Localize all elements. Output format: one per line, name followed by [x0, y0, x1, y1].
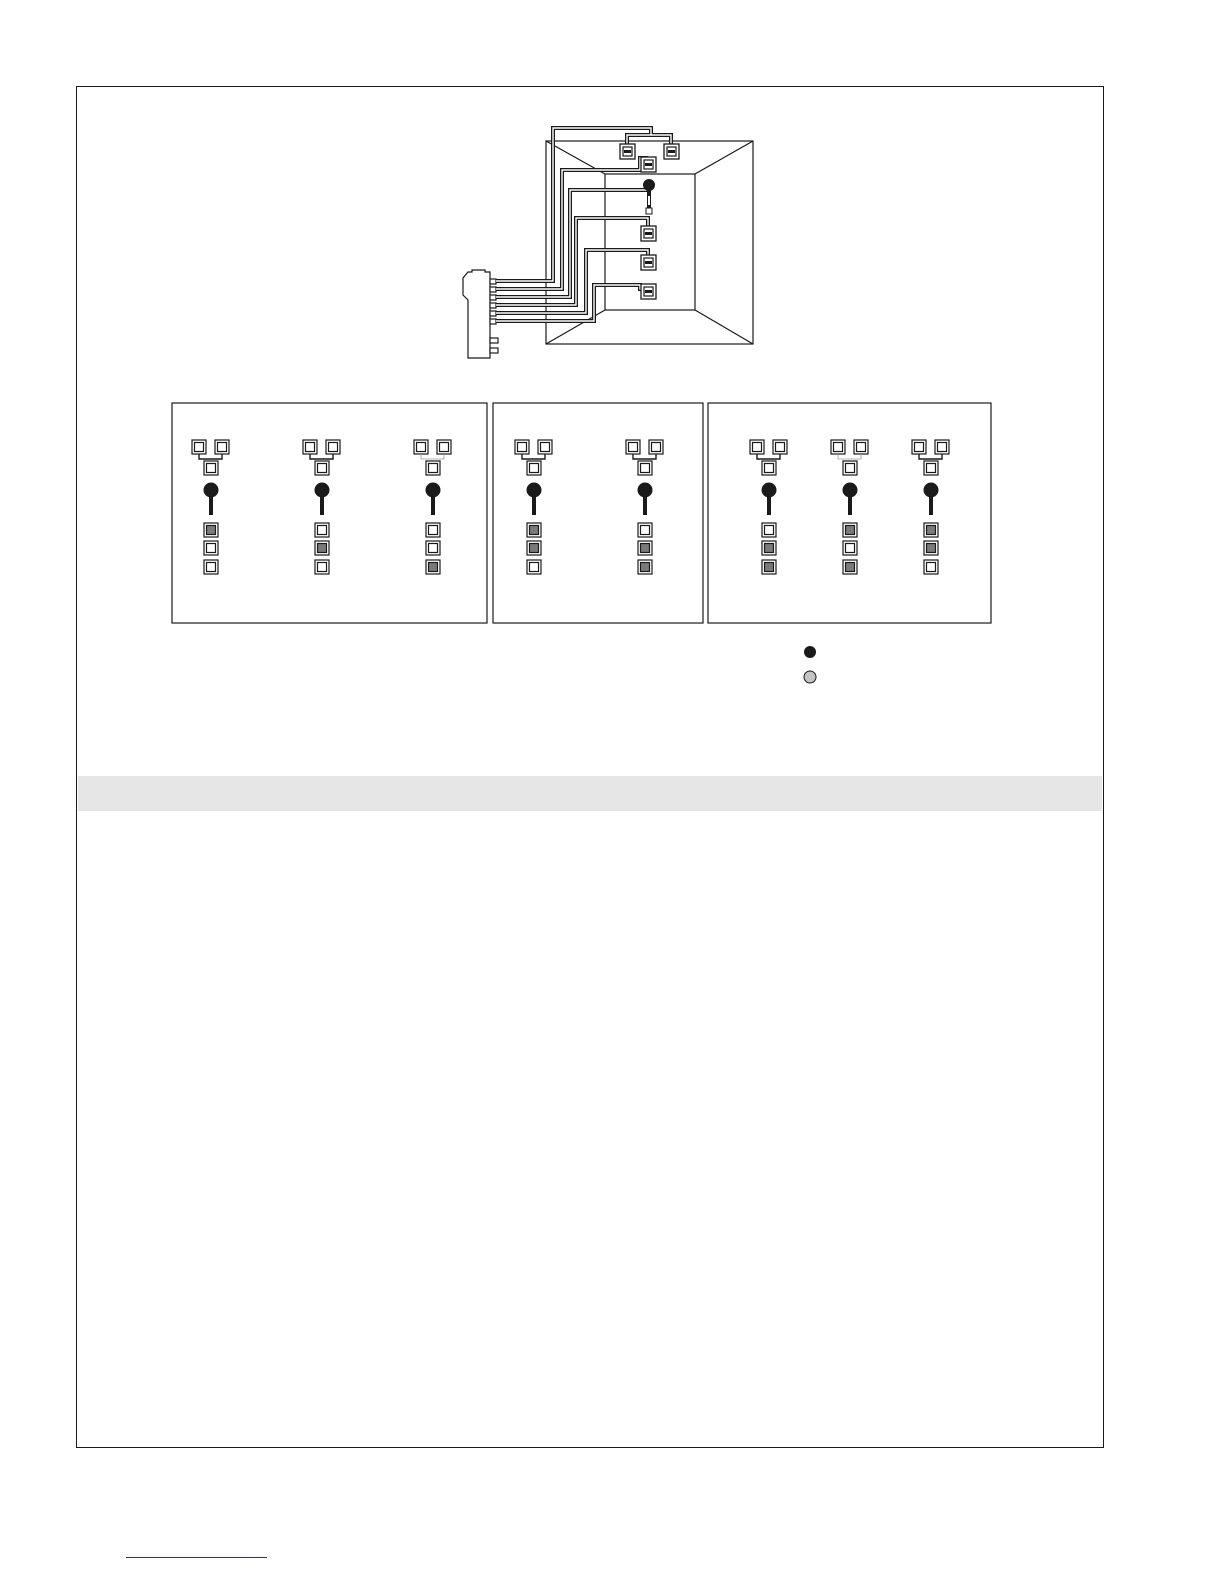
- square-jet-icon: [762, 560, 776, 574]
- square-jet-icon: [762, 523, 776, 537]
- combination-panel-2: [493, 403, 703, 623]
- rain-bar-connector: [310, 454, 333, 459]
- rain-bar-connector: [421, 454, 444, 459]
- rain-head-left: [620, 144, 635, 159]
- square-jet-icon: [437, 440, 451, 454]
- footer-rule: [126, 1557, 267, 1558]
- square-jet-icon: [649, 440, 663, 454]
- valve-body: [463, 270, 490, 358]
- square-jet-icon: [638, 560, 652, 574]
- enclosure-corner-line: [546, 310, 605, 344]
- square-jet-icon: [527, 541, 541, 555]
- combination-column: [626, 440, 663, 574]
- body-jet-top: [641, 226, 656, 241]
- handshower-icon: [315, 483, 330, 516]
- enclosure-corner-line: [695, 141, 753, 174]
- showerhead: [641, 157, 656, 172]
- square-jet-icon: [773, 440, 787, 454]
- square-jet-icon: [315, 461, 329, 475]
- handshower-icon: [204, 483, 219, 516]
- handshower-icon: [527, 483, 542, 516]
- handshower-icon: [426, 483, 441, 516]
- square-jet-icon: [626, 440, 640, 454]
- square-jet-icon: [638, 541, 652, 555]
- square-jet-icon: [326, 440, 340, 454]
- square-jet-icon: [414, 440, 428, 454]
- body-jet-bottom: [641, 284, 656, 299]
- square-jet-icon: [638, 461, 652, 475]
- handshower-icon: [924, 483, 939, 516]
- valve-outlet-port: [490, 319, 496, 324]
- combination-column: [414, 440, 451, 574]
- square-jet-icon: [426, 560, 440, 574]
- square-jet-icon: [935, 440, 949, 454]
- square-jet-icon: [538, 440, 552, 454]
- legend: [804, 646, 816, 683]
- rain-bar-connector: [633, 454, 656, 459]
- rain-head-right: [664, 144, 679, 159]
- combination-column: [750, 440, 787, 574]
- rain-bar-connector: [919, 454, 942, 459]
- combination-column: [515, 440, 552, 574]
- rain-bar-connector: [757, 454, 780, 459]
- square-jet-icon: [854, 440, 868, 454]
- rain-bar-connector: [199, 454, 222, 459]
- rain-bar-connector: [838, 454, 861, 459]
- square-jet-icon: [762, 541, 776, 555]
- square-jet-icon: [527, 560, 541, 574]
- combination-column: [192, 440, 229, 574]
- valve-outlet-port: [490, 311, 496, 316]
- combination-columns: [192, 440, 949, 574]
- enclosure-corner-line: [695, 310, 753, 344]
- square-jet-icon: [515, 440, 529, 454]
- valve-outlet-port: [490, 295, 496, 300]
- square-jet-icon: [426, 461, 440, 475]
- gray-circle-icon: [804, 671, 816, 683]
- square-jet-icon: [315, 541, 329, 555]
- square-jet-icon: [204, 523, 218, 537]
- square-jet-icon: [638, 523, 652, 537]
- valve-outlet-port: [490, 303, 496, 308]
- square-jet-icon: [204, 560, 218, 574]
- combination-column: [831, 440, 868, 574]
- square-jet-icon: [204, 461, 218, 475]
- combination-column: [303, 440, 340, 574]
- valve-inlet-port: [490, 348, 498, 353]
- handshower-icon: [762, 483, 777, 516]
- square-jet-icon: [215, 440, 229, 454]
- valve-outlet-port: [490, 279, 496, 284]
- handshower-icon: [643, 179, 655, 214]
- square-jet-icon: [762, 461, 776, 475]
- square-jet-icon: [843, 560, 857, 574]
- square-jet-icon: [912, 440, 926, 454]
- combination-column: [912, 440, 949, 574]
- valve-inlet-port: [490, 338, 498, 343]
- square-jet-icon: [924, 541, 938, 555]
- thermostatic-valve: [463, 270, 498, 358]
- square-jet-icon: [750, 440, 764, 454]
- combination-panel-1: [172, 403, 487, 623]
- square-jet-icon: [843, 541, 857, 555]
- square-jet-icon: [426, 541, 440, 555]
- square-jet-icon: [315, 523, 329, 537]
- square-jet-icon: [924, 523, 938, 537]
- square-jet-icon: [192, 440, 206, 454]
- valve-outlet-port: [490, 287, 496, 292]
- square-jet-icon: [315, 560, 329, 574]
- square-jet-icon: [527, 461, 541, 475]
- square-jet-icon: [843, 461, 857, 475]
- handshower-icon: [638, 483, 653, 516]
- filled-circle-icon: [804, 646, 816, 658]
- handshower-icon: [843, 483, 858, 516]
- square-jet-icon: [831, 440, 845, 454]
- rain-bar-connector: [522, 454, 545, 459]
- square-jet-icon: [426, 523, 440, 537]
- square-jet-icon: [303, 440, 317, 454]
- square-jet-icon: [204, 541, 218, 555]
- square-jet-icon: [843, 523, 857, 537]
- square-jet-icon: [924, 461, 938, 475]
- square-jet-icon: [527, 523, 541, 537]
- square-jet-icon: [924, 560, 938, 574]
- body-jet-middle: [641, 255, 656, 270]
